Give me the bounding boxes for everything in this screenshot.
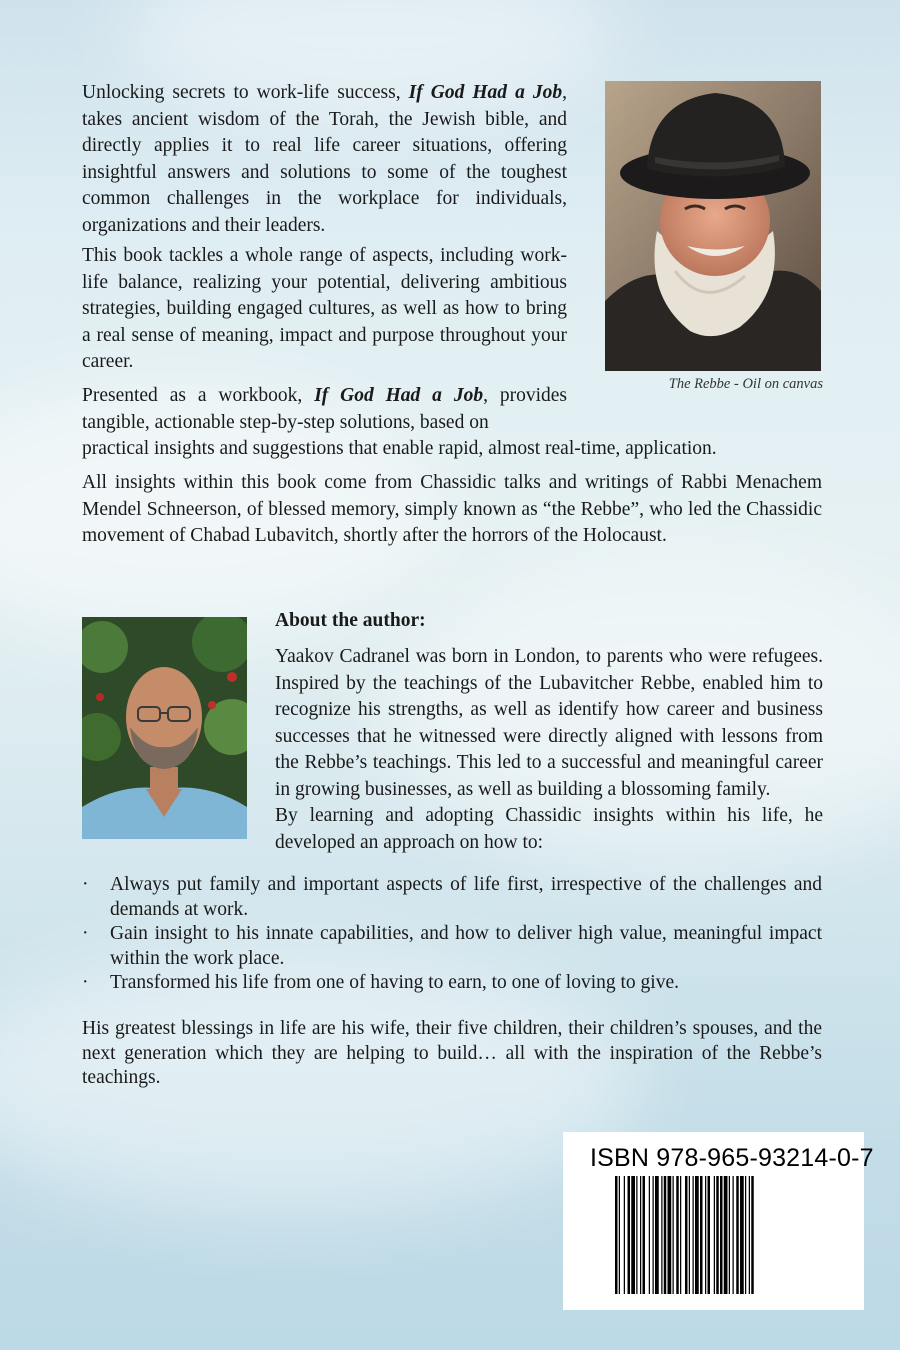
barcode-bar <box>708 1176 711 1294</box>
list-item-text: Always put family and important aspects of life first, irrespective of the challenges and demands at work. <box>110 874 822 920</box>
barcode-bar <box>619 1176 620 1294</box>
intro-p3-cont: practical insights and suggestions that enable rapid, almost real-time, application. <box>82 438 717 459</box>
author-paragraph-2 <box>275 803 823 856</box>
intro-p3-rest: , provides tangible, actionable step-by-step solutions, based on <box>82 385 567 433</box>
barcode-bar <box>685 1176 688 1294</box>
barcode-bar <box>631 1176 635 1294</box>
barcode-bar <box>700 1176 703 1294</box>
intro-p4-text: All insights within this book come from Chassidic talks and writings of Rabbi Menachem Mendel Schneerson, of blessed memory, simply known as “the Rebbe”, who led the Chassidic movement of Chabad Lubavitch, shortly after the horrors of the Holocaust. <box>82 472 822 546</box>
author-p2-text: By learning and adopting Chassidic insights within his life, he developed an approach on how to: <box>275 805 823 853</box>
barcode-bar <box>689 1176 690 1294</box>
barcode-bar <box>624 1176 625 1294</box>
barcode-bar <box>649 1176 650 1294</box>
bullet-icon: · <box>82 923 89 944</box>
list-item-text: Transformed his life from one of having to earn, to one of loving to give. <box>110 972 680 993</box>
barcode-bar <box>628 1176 631 1294</box>
author-p1-text: Yaakov Cadranel was born in London, to parents who were refugees. Inspired by the teachings of the Lubavitcher Rebbe, enabled him to recognize his strengths, as well as identify how career and business successes that he witnessed were directly aligned with lessons from the Rebbe’s teachings. This led to a successful and meaningful career in growing businesses, as well as building a blossoming family. <box>275 646 823 800</box>
barcode-bar <box>751 1176 754 1294</box>
barcode-bar <box>736 1176 739 1294</box>
list-item <box>82 873 822 922</box>
barcode-bar <box>676 1176 679 1294</box>
about-author-heading: About the author: <box>275 610 426 631</box>
barcode-bar <box>661 1176 662 1294</box>
author-paragraph-1 <box>275 644 823 803</box>
barcode-bar <box>664 1176 667 1294</box>
barcode-bar <box>745 1176 746 1294</box>
approach-list <box>82 873 822 996</box>
barcode-bar <box>668 1176 672 1294</box>
barcode-bar <box>615 1176 618 1294</box>
intro-p1-lead: Unlocking secrets to work-life success, <box>82 82 409 103</box>
barcode-bar <box>714 1176 715 1294</box>
book-title-emphasis: If God Had a Job <box>408 82 563 103</box>
painting-caption: The Rebbe - Oil on canvas <box>668 376 823 392</box>
list-item <box>82 922 822 971</box>
intro-paragraph-3 <box>82 383 567 436</box>
barcode-bar <box>640 1176 641 1294</box>
rebbe-painting <box>605 81 821 371</box>
intro-p2-text: This book tackles a whole range of aspects, including work-life balance, realizing your potential, delivering ambitious strategies, building engaged cultures, as well as how to bring a real sense of meaning, impact and purpose throughout your career. <box>82 245 567 372</box>
intro-p3-lead: Presented as a workbook, <box>82 385 315 406</box>
intro-paragraph-4 <box>82 470 822 550</box>
barcode-bar <box>653 1176 654 1294</box>
bullet-icon: · <box>82 972 89 993</box>
intro-paragraph-3-continued <box>82 436 822 463</box>
intro-paragraph-2 <box>82 243 567 376</box>
list-item-text: Gain insight to his innate capabilities, and how to deliver high value, meaningful impact within the work place. <box>110 923 822 969</box>
closing-text: His greatest blessings in life are his wife, their five children, their children’s spouses, and the next generation which they are helping to build… all with the inspiration of the Rebbe’s teachings. <box>82 1018 822 1088</box>
book-title-emphasis: If God Had a Job <box>314 385 484 406</box>
barcode-bar <box>695 1176 699 1294</box>
intro-p1-rest: , takes ancient wisdom of the Torah, the Jewish bible, and directly applies it to real life career situations, offering insightful answers and solutions to some of the toughest common challenges in the workplace for individuals, organizations and their leaders. <box>82 82 567 236</box>
barcode-bar <box>716 1176 719 1294</box>
bullet-icon: · <box>82 874 89 895</box>
barcode-bar <box>643 1176 646 1294</box>
barcode-bar <box>720 1176 723 1294</box>
barcode-bar <box>655 1176 659 1294</box>
barcode-bar <box>749 1176 750 1294</box>
barcode-bar <box>693 1176 694 1294</box>
barcode-bar <box>729 1176 730 1294</box>
barcode-bar <box>733 1176 734 1294</box>
barcode-bar <box>724 1176 728 1294</box>
barcode-bar <box>636 1176 637 1294</box>
closing-paragraph <box>82 1017 822 1091</box>
barcode-bar <box>680 1176 681 1294</box>
barcode-bar <box>740 1176 744 1294</box>
author-photo <box>82 617 247 839</box>
barcode-bar <box>673 1176 674 1294</box>
list-item <box>82 971 822 996</box>
intro-paragraph-1 <box>82 80 567 239</box>
isbn-barcode <box>563 1132 874 1310</box>
barcode-bars <box>615 1176 838 1294</box>
isbn-number: ISBN 978-965-93214-0-7 <box>590 1144 874 1172</box>
barcode-bar <box>705 1176 706 1294</box>
